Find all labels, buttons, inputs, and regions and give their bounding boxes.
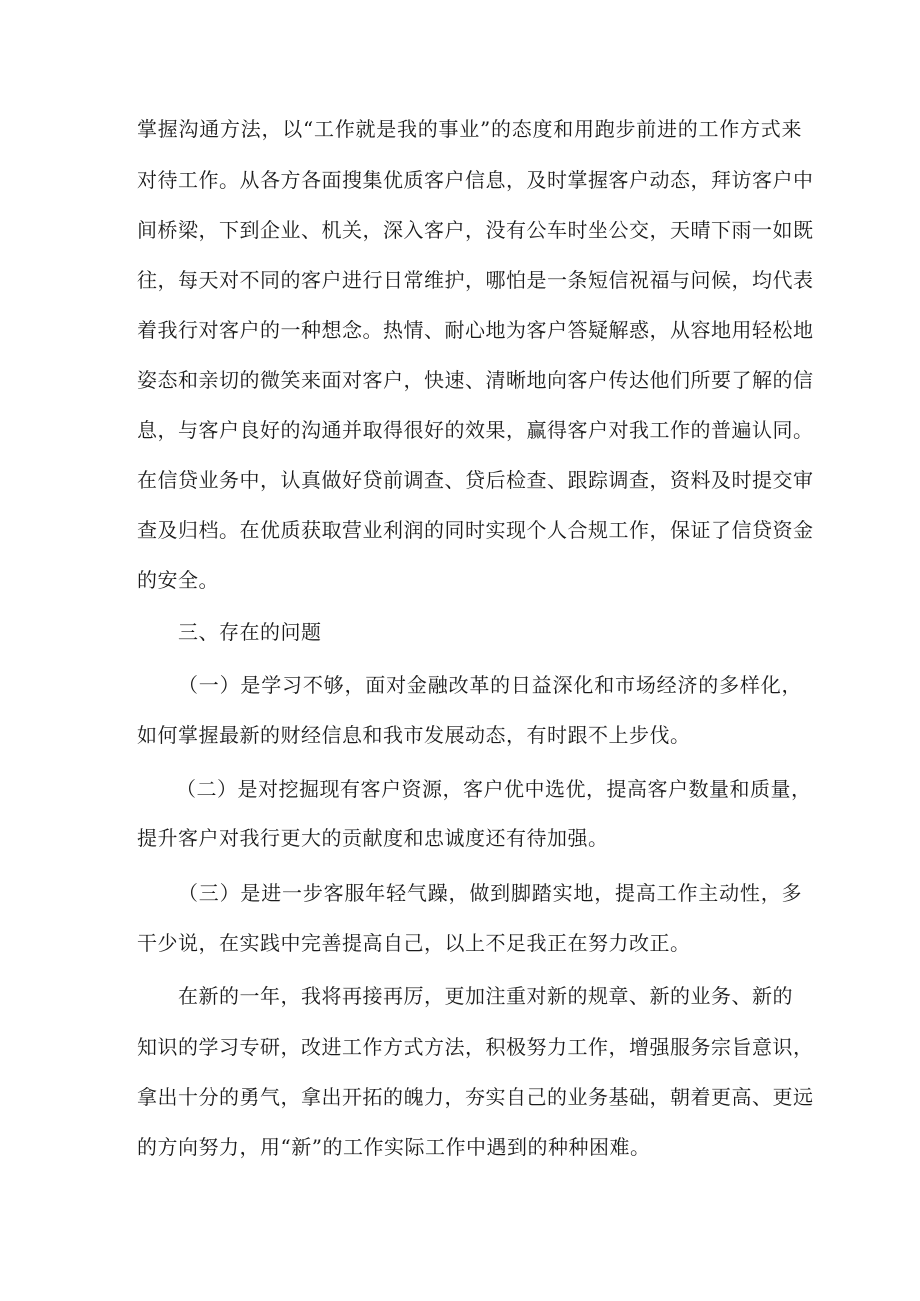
text-line: 知识的学习专研，改进工作方式方法，积极努力工作，增强服务宗旨意识， <box>137 1035 814 1059</box>
text-line: 间桥梁，下到企业、机关，深入客户，没有公车时坐公交，天晴下雨一如既 <box>137 218 814 242</box>
text-line: 息，与客户良好的沟通并取得很好的效果，赢得客户对我工作的普遍认同。 <box>137 418 814 442</box>
text-line: 干少说，在实践中完善提高自己，以上不足我正在努力改正。 <box>137 931 691 955</box>
text-line: 掌握沟通方法，以“工作就是我的事业”的态度和用跑步前进的工作方式来 <box>137 117 802 141</box>
text-line: （二）是对挖掘现有客户资源，客户优中选优，提高客户数量和质量， <box>176 777 812 801</box>
text-line: 对待工作。从各方各面搜集优质客户信息，及时掌握客户动态，拜访客户中 <box>137 168 814 192</box>
text-line: 提升客户对我行更大的贡献度和忠诚度还有待加强。 <box>137 826 609 850</box>
text-line: 往，每天对不同的客户进行日常维护，哪怕是一条短信祝福与问候，均代表 <box>137 268 814 292</box>
text-line: 姿态和亲切的微笑来面对客户，快速、清晰地向客户传达他们所要了解的信 <box>137 368 814 392</box>
text-line: （一）是学习不够，面对金融改革的日益深化和市场经济的多样化， <box>178 673 802 697</box>
text-line: 的安全。 <box>137 568 219 592</box>
text-line: 着我行对客户的一种想念。热情、耐心地为客户答疑解惑，从容地用轻松地 <box>137 318 814 342</box>
text-line: 拿出十分的勇气，拿出开拓的魄力，夯实自己的业务基础，朝着更高、更远 <box>137 1085 814 1109</box>
text-line: 在信贷业务中，认真做好贷前调查、贷后检查、跟踪调查，资料及时提交审 <box>137 468 814 492</box>
text-line: 如何掌握最新的财经信息和我市发展动态，有时跟不上步伐。 <box>137 723 691 747</box>
text-line: （三）是进一步客服年轻气躁，做到脚踏实地，提高工作主动性，多 <box>178 881 802 905</box>
text-line: 查及归档。在优质获取营业利润的同时实现个人合规工作，保证了信贷资金 <box>137 518 814 542</box>
text-line: 的方向努力，用“新”的工作实际工作中遇到的种种困难。 <box>137 1135 651 1159</box>
section-heading: 三、存在的问题 <box>178 620 322 644</box>
text-line: 在新的一年，我将再接再厉，更加注重对新的规章、新的业务、新的 <box>178 984 793 1008</box>
